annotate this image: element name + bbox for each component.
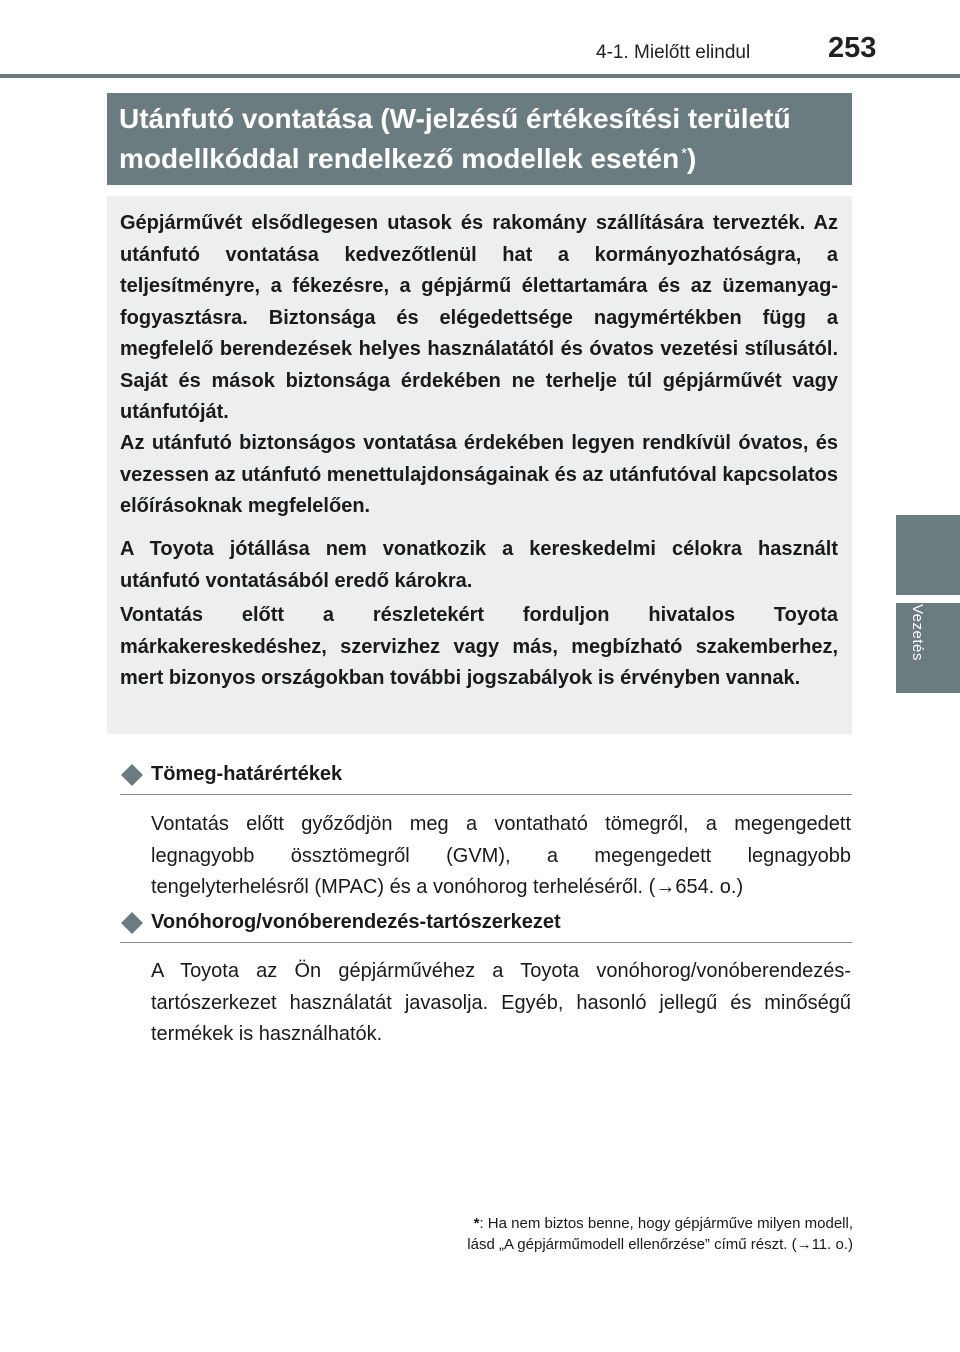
intro-paragraph: Gépjárművét elsődlegesen utasok és rakomány szállítására tervezték. Az utánfutó vontatása kedvezőtlenül hat a kormányozhatóságra, a teljesítményre, a fékezésre, a gépjármű élettartamára és az üzemanyag-fogyasztásra. Biztonsága és elégedettsége nagymértékben függ a megfelelő berendezések helyes használatától és óvatos vezetési stílusától. Saját és mások biztonsága érdekében ne terhelje túl gépjárművét vagy utánfutóját. xyxy=(120,212,838,423)
subsection-title: Tömeg-határértékek xyxy=(151,763,343,785)
page-number: 253 xyxy=(828,32,877,64)
section-title-box xyxy=(107,93,852,185)
chapter-label: Vezetés xyxy=(909,604,926,661)
footnote-star-marker: * xyxy=(681,144,688,162)
subsection-heading-towbar xyxy=(120,908,852,943)
footnote-line2: lásd „A gépjárműmodell ellenőrzése” című részt. (→11. o.) xyxy=(467,1236,853,1253)
running-header-section: 4-1. Mielőtt elindul xyxy=(596,42,751,63)
intro-paragraph: Vontatás előtt a részletekért forduljon hivatalos Toyota márkakereskedéshez, szervizhez vagy más, megbízható szakemberhez, mert bizonyos országokban további jogszabályok is érvényben vannak. xyxy=(120,604,838,689)
section-title-line1: Utánfutó vontatása (W-jelzésű értékesítési területű xyxy=(119,103,791,134)
footnote-line1: : Ha nem biztos benne, hogy gépjárműve milyen modell, xyxy=(479,1215,853,1232)
section-title-close-paren: ) xyxy=(687,143,697,174)
section-title-line2 xyxy=(119,143,696,175)
subsection-body: Vontatás előtt győződjön meg a vontatható tömegről, a megengedett legnagyobb össztömegről (GVM), a megengedett legnagyobb tengelyterhelésről (MPAC) és a vonóhorog terheléséről. (→654. o.) xyxy=(151,813,851,898)
intro-paragraph: A Toyota jótállása nem vonatkozik a kereskedelmi célokra használt utánfutó vontatásából eredő károkra. xyxy=(120,538,838,592)
subsection-title: Vonóhorog/vonóberendezés-tartószerkezet xyxy=(151,911,561,933)
header-divider xyxy=(0,74,960,78)
diamond-bullet-icon xyxy=(120,763,144,787)
intro-paragraph: Az utánfutó biztonságos vontatása érdekében legyen rendkívül óvatos, és vezessen az utánfutó menettulajdonságainak és az utánfutóval kapcsolatos előírásoknak megfelelően. xyxy=(120,432,838,517)
diamond-bullet-icon xyxy=(120,911,144,935)
subsection-body: A Toyota az Ön gépjárművéhez a Toyota vonóhorog/vonóberendezés-tartószerkezet használatát javasolja. Egyéb, hasonló jellegű és minőségű termékek is használhatók. xyxy=(151,960,851,1045)
intro-box xyxy=(107,196,852,734)
footnote-star: * xyxy=(473,1215,480,1232)
footnote xyxy=(333,1213,853,1255)
subsection-heading-weight-limits xyxy=(120,760,852,795)
chapter-number: 4 xyxy=(27,518,37,535)
chapter-tab-number-block xyxy=(896,515,960,595)
section-title-line2-text: modellkóddal rendelkező modellek esetén xyxy=(119,143,680,174)
